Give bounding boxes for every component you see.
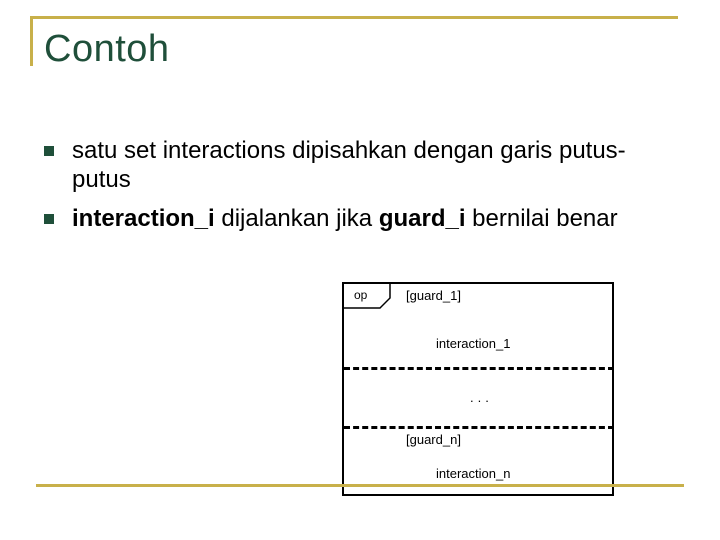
- bullet-bold-term: interaction_i: [72, 205, 215, 232]
- operator-label: op: [354, 288, 368, 302]
- operand-separator-dashed-line: [344, 367, 614, 370]
- square-bullet-icon: [44, 146, 54, 156]
- top-decorative-line: [30, 16, 678, 19]
- guard-1-label: [guard_1]: [406, 288, 461, 303]
- bullet-bold-term: guard_i: [378, 205, 466, 232]
- bullet-item-1: [44, 136, 684, 194]
- ellipsis-label: ...: [470, 390, 493, 405]
- bullet-item-2: [44, 204, 684, 233]
- interaction-1-label: interaction_1: [436, 336, 511, 351]
- operator-tab: [344, 284, 394, 310]
- bullet-text: bernilai benar: [465, 205, 618, 232]
- bottom-decorative-line: [36, 484, 684, 487]
- operand-separator-dashed-line: [344, 426, 614, 429]
- guard-n-label: [guard_n]: [406, 432, 461, 447]
- interaction-n-label: interaction_n: [436, 466, 511, 481]
- bullet-list: [44, 136, 684, 243]
- slide-title: Contoh: [44, 28, 170, 70]
- bullet-text: dijalankan jika: [214, 205, 379, 232]
- left-decorative-line: [30, 16, 33, 66]
- square-bullet-icon: [44, 214, 54, 224]
- bullet-text: satu set interactions dipisahkan dengan garis putus-putus: [72, 137, 626, 193]
- combined-fragment-diagram: [342, 282, 614, 496]
